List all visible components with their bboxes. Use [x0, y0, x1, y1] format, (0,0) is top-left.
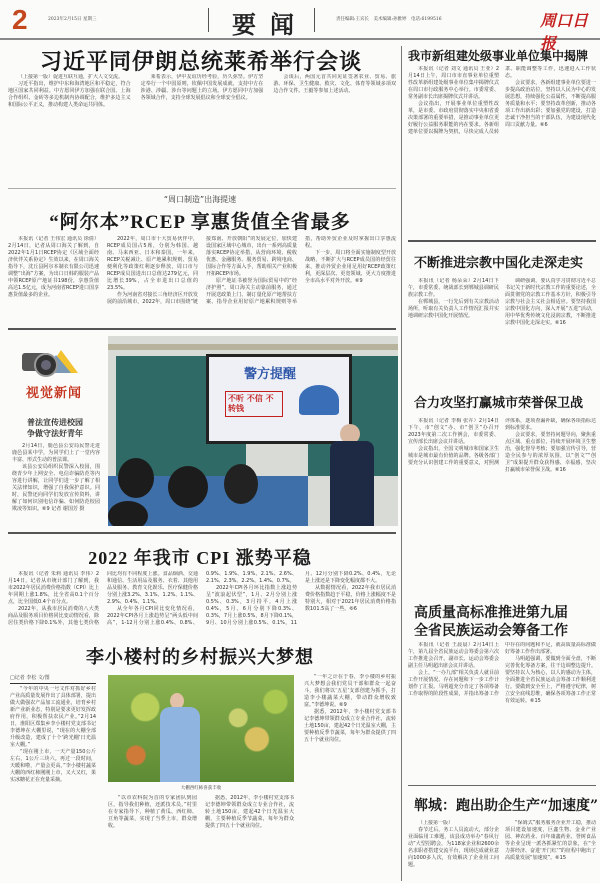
story4-body-col1	[10, 686, 96, 878]
paragraph: 下一步，周口将全面实施制度型开放战略，不断扩大与RCEP成员国的经贸往来，推动外贸企业用足用好RCEP政策红利，更深层次、更宽领域、更大力度推进全市高水平对外开放。⑥9	[305, 250, 396, 284]
right4-headline-1: 高质量高标准推进第九届	[414, 605, 568, 621]
paragraph: （上接第一版）	[418, 820, 454, 826]
story3-headline: 2022 年我市 CPI 涨势平稳	[88, 548, 312, 568]
paragraph: “今年的中央一号文件对抓好乡村产业高质量发展作出了具体部署，提出做大做强农产品加工流通业，培育乡村新产业新业态，特别是要求更好发挥政府作用，积极帮扶农民产业。”2月14日，淮阳区郑集乡李小楼村党支部书记李德坤在大棚里说，“现在的大棚全部升级改造，建成了十个‘跨光棚’日光温室大棚。”	[10, 686, 96, 748]
editor-credits: 责任编辑:王宾长 美术编辑:孙雅婷 电话:6199516	[336, 17, 442, 22]
right4-body	[408, 642, 596, 782]
paragraph: 本报讯（记者 朱莉 通讯员 李伟）2月14日，记者从市统计部门了解到，我市2022年居民消费价格指数（CPI）比上年同期上涨1.8%，比全省高0.1个百分点，比全国低0.4个百分点。	[8, 571, 99, 605]
issue-date: 2023年2月15日 星期三	[48, 17, 97, 22]
paragraph: 从数据情况看，2022年我市居民消费价格指数趋于平稳，价格上涨幅度不是特别大，相对于2021年居民消费价格指数101.5高了一些。⑥6	[305, 585, 396, 612]
masthead	[0, 0, 600, 53]
column-divider	[401, 46, 402, 881]
story4-headline: 李小楼村的乡村振兴大梦想	[86, 647, 314, 668]
paragraph: 调研强调，要认真学习贯彻习近平总书记关于新时代宗教工作的重要论述，全面贯彻党的宗教工作基本方针，积极引导宗教与社会主义社会相适应。要坚持我国宗教中国化方向，深入开展“五进”活动，用中华优秀传统文化浸润宗教，不断推进宗教中国化走深走实。⑥16	[505, 278, 596, 326]
poster-title: 警方提醒	[244, 367, 297, 382]
paragraph: 会议要求，各新组建事业单位要进一步提高政治站位，坚持以人民为中心的发展思想，持续强化公益属性，不断提高服务质量和水平；要坚持改革创新，推动各项工作出新出彩；要加强党的建设，打造忠诚干净担当的干部队伍，为建设现代化周口贡献力量。⑥6	[505, 80, 596, 128]
paragraph: 本报讯（记者 王伟宏 通讯员 徐倩）2月14日，记者从周口海关了解到，自2022年1月1日RCEP协定《区域全面经济伙伴关系协定》生效以来，在周口海关指导下，沈丘县阿尔本制衣有限公司迅速调整“出海”方案，为出口日韩的服装产品申领RCEP原产地证书198份，享惠货值高达1.5亿元，成为河南省RCEP进口国享惠货值最多的企业。	[8, 236, 99, 298]
paragraph: 作为河南省对接长三角经济区开放发展的前沿城市，2022年，周口市围绕“链接郑南、开放朝阳”的发展定位，加快建设国家区域中心城市，出台一系列高质量落实RCEP协定举措，从营商环境、税收优惠、金融服务、服务贸易、跨境电商、国际合作等方面入手，帮助相关产业积极开拓RCEP市场。	[107, 236, 297, 305]
divider	[408, 240, 596, 242]
page-number: 2	[12, 4, 28, 35]
divider	[208, 8, 209, 32]
section-title: 要闻	[232, 10, 308, 39]
divider	[314, 8, 315, 32]
visual-news-body	[12, 443, 100, 523]
visual-news-headline-1: 普法宣传进校园	[27, 417, 83, 427]
story4-byline: □记者 李松 文/图	[10, 674, 96, 684]
classroom-photo	[108, 336, 398, 526]
paragraph: 会议要求，要坚持问题导向，聚焦重点区域、重点部位，持续开展环境卫生整治，强化督导考核；要加强宣传引导，营造全民参与的浓厚氛围，以“创文”“创卫”成果提升群众获得感、幸福感，坚决打赢城市荣誉保卫战。⑥16	[505, 432, 596, 473]
paragraph: 2月14日，鹿邑县公安局民警走进鹿邑县某中学，为同学们上了一堂内容丰富、形式生动的普法课。	[12, 443, 100, 463]
photo-caption: 大棚西红柿喜获丰收	[180, 786, 222, 791]
paragraph: 该县公安局组织民警深入校园，围绕青少年上网安全、电信诈骗防范等内容进行讲解，让同学们进一步了解了相关法律知识，增强了自我保护意识。同时，民警还向同学们发放宣传资料，讲解了如何识别电信诈骗、如何防范校园欺凌等知识。⑥9 记者 谢国芳 摄	[12, 464, 100, 512]
paragraph: “现在刚上市，一天产量150公斤左右，1公斤三块六。再过一段时间，天暖和啦，产量会更高。”李小楼村蔬菜大棚的西红柿刚刚上市，又大又红，果实冰糖花正在充量采摘。	[10, 749, 96, 783]
camera-icon	[16, 345, 86, 380]
projector-screen	[206, 354, 352, 444]
paragraph: 本报讯（记者 刘文 通讯员 王亚）2月14日上午，周口市市直事业单位重塑性改革新组建处级事业单位集中揭牌仪式在周口市行政服务中心举行。市委常委、常务副市长出席揭牌仪式并讲话。	[408, 66, 499, 100]
divider	[408, 785, 596, 786]
story4-body-col4	[304, 674, 396, 878]
right1-headline: 我市新组建处级事业单位集中揭牌	[408, 49, 589, 63]
paragraph: 从全年各月CPI同比变化情况看，2022年CPI各月上涨趋势呈“两头低中间高”，1-12月分别上涨0.4%、0.8%、0.9%、1.9%、1.9%、2.1%、2.6%、2.1%、2.3%、2.2%、1.4%、0.7%。	[107, 571, 297, 626]
paragraph: 2022年，从我市居民消费的八大类商品及服务项目价格同比变动情况看，除居住类价格下降0.1%外，其他七类价格同比均有不同程度上涨。食品烟酒、交通和通信、生活用品及服务、衣着、其他用品及服务、教育文化娱乐、医疗保健价格分别上涨3.2%、3.1%、1.2%、1.1%、2.9%、0.4%、1.1%。	[8, 571, 198, 626]
newspaper-logo: 周口日报	[540, 11, 589, 53]
paragraph: 2022年，周口市十大贸易伙伴中，RCEP成员国占5席，分别为韩国、越南、马来西亚、日本和泰国。一年来，RCEP关税减让、原产地累积规则、贸易便利化等政策红利逐步释放，周口市与RCEP成员国进出口总值达279亿元，同比增长39%，占全市进出口总值的23.5%。	[107, 236, 198, 291]
paragraph: 在郸城县，一行先后到有关宗教活动场所，听取有关负责人工作情况汇报并实地调研宗教中国化开展情况。	[408, 299, 499, 319]
paragraph: 本报讯（记者 杨朵朵）2月14日下午，市委常委、统战部长到郸城县调研民族宗教工作。	[408, 278, 499, 298]
paragraph: “保姆式”服务服务企业开工稳，推动项目建设加速度，巨鑫生物、金业产业园、神农药业、百年康鑫药业、誉树食品等企业呈现一派各抓紧忙的景象，在“全力拼经济、奋进‘开门红’”的征程中跑出了高质量发展“加速度”。⑥15	[505, 820, 596, 861]
story1-headline: 习近平同伊朗总统莱希举行会谈	[40, 49, 363, 75]
paragraph: 会议指出，全国文明城市和国家卫生城市是城市最有价值的品牌。各级各部门要充分认识创建工作的重要意义，对照测评体系，逐项查漏补缺，确保各项指标达到标准要求。	[408, 418, 596, 466]
right1-body	[408, 66, 596, 234]
paragraph: （上接第一版）促进互联互通，扩大人文交流。	[18, 74, 124, 80]
paragraph: 会上，“一办九部”相关负责人就目前工作开展情况、存在问题和下一步工作计划作了汇报。马明超充分肯定了各项筹备工作取得的阶段性成果，并指出筹备工作中存在的问题和不足，就高质量高标准做好筹备工作作出部署。	[408, 642, 596, 697]
paragraph: 本报讯（记者 王晨晨）2月14日上午，第九届全省民族运动会筹委会第六次工作推进会召开。副市长、运动会筹委会副主任马明超出席会议并讲话。	[408, 642, 499, 669]
story4-body-mid	[108, 795, 294, 879]
paragraph: 习近平指出，维护中东和海湾地区和平稳定，符合地区国家共同利益。中方愿同伊方加强在联合国、上海合作组织、金砖等多边机制内协调配合，维护多边主义和国际公平正义，推动构建人类命运共同体。	[8, 81, 131, 108]
paragraph: “以市农科院为首的专家团队到园区，指导我们种植，还派技术员。”村里在专家指导下，种植了黄瓜、西红柿、豆角等蔬菜，实现了当季上市，群众增收。	[108, 795, 197, 829]
paragraph: 原产地证书被誉为国际贸易中的“经济护照”。周口海关主动靠前服务，通过开展送政策上门、制订量化原产地帮扶方案、指导企业用好原产地累积规则等举措，帮助外贸企业及时掌握出口享惠流程。	[206, 236, 396, 305]
divider	[8, 328, 396, 330]
tomato-greenhouse-photo	[108, 675, 294, 782]
paragraph: 会谈后，两国元首共同见证签署农业、贸易、旅游、环保、卫生健康、救灾、文化、体育等领域多项双边合作文件。王毅等参加上述活动。	[273, 74, 396, 94]
paragraph: 会议指出，开展事业单位重塑性改革，是市委、市政府贯彻落实中央和省委决策部署的重要举措，是推动事业单位更好履行公益服务职能的内在要求。各新组建单位要以揭牌为契机，尽快完成人员转隶、职能调整等工作，迅速进入工作状态。	[408, 66, 596, 135]
story2-body	[8, 236, 396, 322]
right3-body	[408, 418, 596, 594]
visual-news-label: 视觉新闻	[26, 386, 83, 401]
divider	[8, 188, 396, 189]
story2-kicker: “周口制造”出海提速	[163, 195, 237, 204]
story3-body	[8, 571, 396, 635]
paragraph: 春节过后，务工人员流动大，部分企业面临用工难题，该县成功举办“春风行动”大型招聘会，为118家企业和2600余名求职者搭建交流平台，现场达成就业意向1000多人次，有效解决了企业用工问题。	[408, 827, 499, 868]
paragraph: 2022年CPI各月环比指数上涨趋势呈“波浪起伏型”，1月、2月分别上涨0.5%、0.3%，3月持平，4月上涨0.4%，5月、6月分别下降0.3%、0.3%，7月上涨0.5%，8月下降0.1%，9月、10月分别上涨0.5%、0.1%，11月、12月分别下降0.2%、0.4%，无论是上涨还是下降变化幅度都不大。	[206, 571, 396, 626]
visual-news-headline-2: 争做守法好青年	[27, 428, 83, 438]
paragraph: 据悉，2012年，李小楼村党支部书记李德坤带领群众成立专业合作社，流转土地150亩，建起42个日光温室大棚，主要种植反季节蔬菜，每年为群众提供了四五十个就业岗位。	[304, 709, 396, 743]
story1-body	[8, 74, 396, 184]
paragraph: 马明超强调，要做到全面全盘，不断完善优化筹备方案，往干边调整边提升。要坚持以人为核心，以人的感动为主体，全面推进全省民族运动会筹备工作顺利进行。要做到安全至上，严格遵守纪律，树立安全底线思维，确保各项筹备工作正常有效运转。⑥15	[505, 656, 596, 704]
poster-slogan: 不听 不信 不转钱	[225, 391, 283, 417]
divider	[8, 532, 396, 534]
right5-body	[408, 820, 596, 878]
right2-headline: 不断推进宗教中国化走深走实	[414, 256, 584, 271]
right2-body	[408, 278, 596, 370]
paragraph: 莱希表示，伊中友谊历经考验，历久弥坚。伊方坚定奉行一个中国原则，钦佩中国发展成就，支持中方在涉港、涉疆、涉台等问题上的立场。伊方愿同中方加强各领域合作，支持全球发展倡议和全球安全倡议。	[140, 74, 264, 101]
paragraph: 据悉，2012年，李小楼村党支部书记李德坤带领群众成立专业合作社，流转土地150亩，建起42个日光温室大棚，主要种植反季节蔬菜，每年为群众提供了四五十个就业岗位。	[205, 795, 294, 829]
paragraph: “一年之计在于春，李小楼的乡村振兴大梦想会我们党员干部和群众一起奋斗，我们将以‘五星’支部创建为抓手，打造李小楼蔬菜大棚，带动群众增收致富。”李德坤说。⑥9	[304, 674, 396, 708]
paragraph: 本报讯（记者 李梅 张卉）2月14日下午，市“创文”办、市“创卫”办召开2023年度第二次工作例会，市委常委、宣传部长出席会议并讲话。	[408, 418, 499, 445]
right4-headline-2: 全省民族运动会筹备工作	[414, 623, 568, 639]
story2-headline: “阿尔本”RCEP 享惠货值全省最多	[49, 212, 351, 233]
right3-headline: 合力攻坚打赢城市荣誉保卫战	[414, 396, 584, 411]
right5-headline: 郸城：跑出助企生产“加速度”	[414, 798, 599, 814]
